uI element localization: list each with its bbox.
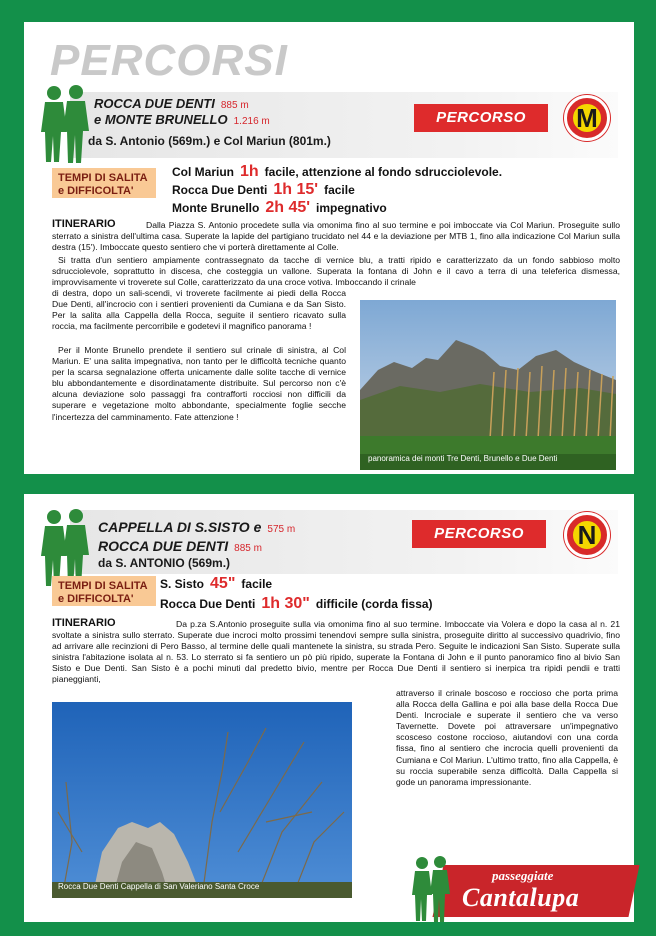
time-row [160,594,433,614]
route-name [98,518,295,556]
time-value: 2h 45' [265,199,311,216]
logo-hikers-icon [408,855,458,925]
time-note: facile [241,577,273,591]
time-row [172,163,502,181]
route-letter-badge [564,95,610,141]
time-place: Rocca Due Denti [160,597,256,611]
route-start: da S. Antonio (569m.) e Col Mariun (801m.) [88,134,331,148]
times-label-line2: e DIFFICOLTA' [58,185,134,197]
route-name-line2: ROCCA DUE DENTI [98,538,229,554]
times-list [160,574,433,614]
time-note: difficile (corda fissa) [315,597,433,611]
altitude-2: 1.216 m [233,116,270,127]
time-value: 1h [240,163,259,180]
time-value: 1h 15' [273,181,319,198]
route-letter: N [571,519,603,551]
page-title: PERCORSI [50,36,288,85]
time-row [172,199,502,217]
route-name-line1: ROCCA DUE DENTI [94,96,215,111]
photo-caption: Rocca Due Denti Cappella di San Valeriano Santa Croce [58,882,260,891]
times-label [52,168,156,198]
time-note: facile [324,183,355,197]
itinerary-paragraph-4: Per il Monte Brunello prendete il sentiero sul crinale di sinistra, al Col Mariun. E' una salita impegnativa, non tanto per le difficoltà tecniche quanto per la scarsa segnalazione offerta unicamente dalle solite tacche di vernice blu abbondantemente e disordinatamente distribuite. Sul percorso non c'è alcuna deviazione solo passaggi fra contrafforti rocciosi non difficili da superare e vegetazione molto abbondante, specialmente foglie secche l'incertezza del camminamento. Fate attenzione ! [52,345,346,422]
percorso-button[interactable]: PERCORSO [412,520,546,548]
mountain-image [360,300,616,470]
times-label-line1: TEMPI DI SALITA [58,172,148,184]
time-note: facile, attenzione al fondo sdrucciolevole. [264,165,503,179]
cantalupa-logo [408,855,634,925]
itinerary-paragraph-3: di destra, dopo un sali-scendi, vi troverete facilmente ai piedi della Rocca Due Denti, all'incrocio con i sentieri provenienti da Cumiana e da San Sisto. Per la salita alla Cappella della Rocca, seguite il sentiero ricavato sulla roccia, ma facilmente percorribile e godetevi il magnifico panorama ! [52,288,346,332]
route-letter-badge [564,512,610,558]
times-label-line2: e DIFFICOLTA' [58,593,134,605]
route-name-line2: e MONTE BRUNELLO [94,112,228,127]
time-note: impegnativo [316,201,387,215]
time-value: 1h 30" [261,595,310,612]
itinerary-heading: ITINERARIO [52,218,116,230]
altitude-1: 885 m [220,100,249,111]
times-label-line1: TEMPI DI SALITA [58,580,148,592]
time-row [160,574,433,594]
altitude-1: 575 m [267,524,296,535]
route-name-line1: CAPPELLA DI S.SISTO [98,519,250,535]
route-name [94,96,270,128]
time-place: Rocca Due Denti [172,183,268,197]
itinerary-heading: ITINERARIO [52,617,116,629]
route-name-join: e [253,519,262,535]
logo-title: Cantalupa [462,883,580,912]
time-row [172,181,502,199]
itinerary-paragraph-2: Si tratta d'un sentiero ampiamente contrassegnato da tacche di vernice blu, a tratti ripido e caratterizzato da un fondo sabbioso molto sdrucciolevole, soprattutto in discesa, che costeggia un vallone. Superata la fontana di John e il cavo a terra di una teleferica dismessa, improvvisamente vi troverete sul Colle, caratterizzato da una croce votiva. Imboccando il crinale [52,255,620,288]
time-value: 45" [210,575,236,592]
photo-caption: panoramica dei monti Tre Denti, Brunello e Due Denti [368,454,558,463]
times-label [52,576,156,606]
logo-subtitle: passeggiate [492,868,554,883]
itinerary-paragraph-2: attraverso il crinale boscoso e roccioso che porta prima alla Rocca della Gallina e poi alla base della Rocca Due Denti. Incrociale e superate il sentiero che va verso Tavernette. Dovete poi attraversare un'impegnativo scosceso costone roccioso, aiutandovi con una corda fissa, fino al sentiero che incrocia quelli provenienti da Cumiana e Col Mariun. L'ultimo tratto, fino alla Cappella, è su roccia superabile senza difficoltà. Dalla Cappella si gode un panorama impressionante. [396,688,618,787]
altitude-2: 885 m [234,543,262,554]
route-start: da S. ANTONIO (569m.) [98,556,231,570]
time-place: Col Mariun [172,165,234,179]
percorso-button[interactable]: PERCORSO [414,104,548,132]
time-place: Monte Brunello [172,201,260,215]
itinerary-paragraph-1: Da p.za S.Antonio proseguite sulla via omonima fino al suo termine. Imboccate via Volera e dopo la casa al n. 21 svoltate a sinistra sullo sterrato. Superate due incroci molto prossimi tenendovi sempre sulla sinistra, proseguite diritto al successivo quadrivio, fino ad arrivare alle recinzioni di Pero Basso, al termine delle quali mantenete la sinistra, su strada Pero. Seguite le indicazioni San Sisto. Superate sulla sinistra l'abitazione isolata al n. 53. Lo sterrato si fa sentiero un pò più ripido, superate la Fontana di John e il punto panoramico fino al bivio San Sisto e Due Denti. San Sisto è a pochi minuti dal predetto bivio, mentre per Rocca Due Denti il sentiero si inerpica tra ripidi pendii e tratti pianeggianti, [52,619,620,685]
rocca-photo [52,702,352,898]
hikers-icon [36,84,94,166]
route-card-m [24,22,634,474]
rock-image [52,702,352,898]
route-letter: M [571,102,603,134]
time-place: S. Sisto [160,577,205,591]
panorama-photo [360,300,616,470]
itinerary-paragraph-1: Dalla Piazza S. Antonio procedete sulla via omonima fino al suo termine e poi imboccate via Col Mariun. Proseguite sullo sterrato a sinistra dell'ultima casa. Superate la lapide del partigiano trucidato nel 44 e la deviazione per MTB 1, fino alla indicazione Col Mariun sulla destra (15'). Imboccate questo sentiero che vi porterà direttamente al Colle. [52,220,620,253]
times-list [172,163,502,217]
